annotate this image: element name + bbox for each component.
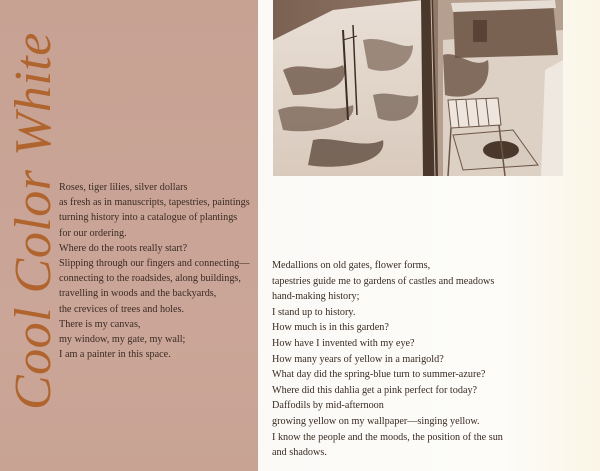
poem-line: I am a painter in this space. — [59, 349, 171, 361]
poem-line: I stand up to history. — [272, 306, 356, 318]
poem-line: There is my canvas, — [59, 318, 141, 330]
poem-line: How much is in this garden? — [272, 322, 389, 334]
poem-line: Where did this dahlia get a pink perfect for today? — [272, 384, 478, 396]
title-wrap — [6, 30, 62, 410]
poem-line: How have I invented with my eye? — [272, 337, 415, 349]
poem-line: What day did the spring-blue turn to summer-azure? — [272, 369, 486, 381]
poem-line: Daffodils by mid-afternoon — [272, 400, 384, 412]
poem-line: growing yellow on my wallpaper—singing yellow. — [272, 415, 480, 427]
poem-line: Where do the roots really start? — [59, 242, 188, 254]
page-title: Cool Color White — [5, 32, 62, 410]
poem-line: and shadows. — [272, 447, 327, 459]
poem-line: my window, my gate, my wall; — [59, 334, 186, 346]
poem-line: tapestries guide me to gardens of castles and meadows — [272, 275, 495, 287]
poem-line: Roses, tiger lilies, silver dollars — [59, 182, 188, 193]
poem-line: travelling in woods and the backyards, — [59, 288, 217, 300]
poem-line: Medallions on old gates, flower forms, — [272, 260, 431, 271]
poem-line: for our ordering. — [59, 227, 127, 239]
poem-line: How many years of yellow in a marigold? — [272, 353, 444, 365]
poem-left — [59, 180, 259, 362]
garden-photo — [273, 0, 563, 176]
poem-line: hand-making history; — [272, 291, 360, 303]
poem-line: turning history into a catalogue of plantings — [59, 212, 238, 224]
poem-line: connecting to the roadsides, along buildings, — [59, 273, 241, 285]
poem-line: as fresh as in manuscripts, tapestries, paintings — [59, 197, 250, 209]
poem-line: I know the people and the moods, the position of the sun — [272, 431, 503, 443]
poem-line: Slipping through our fingers and connecting— — [59, 258, 250, 270]
poem-line: the crevices of trees and holes. — [59, 303, 185, 315]
poem-right — [272, 258, 592, 461]
left-page-panel — [0, 0, 258, 471]
